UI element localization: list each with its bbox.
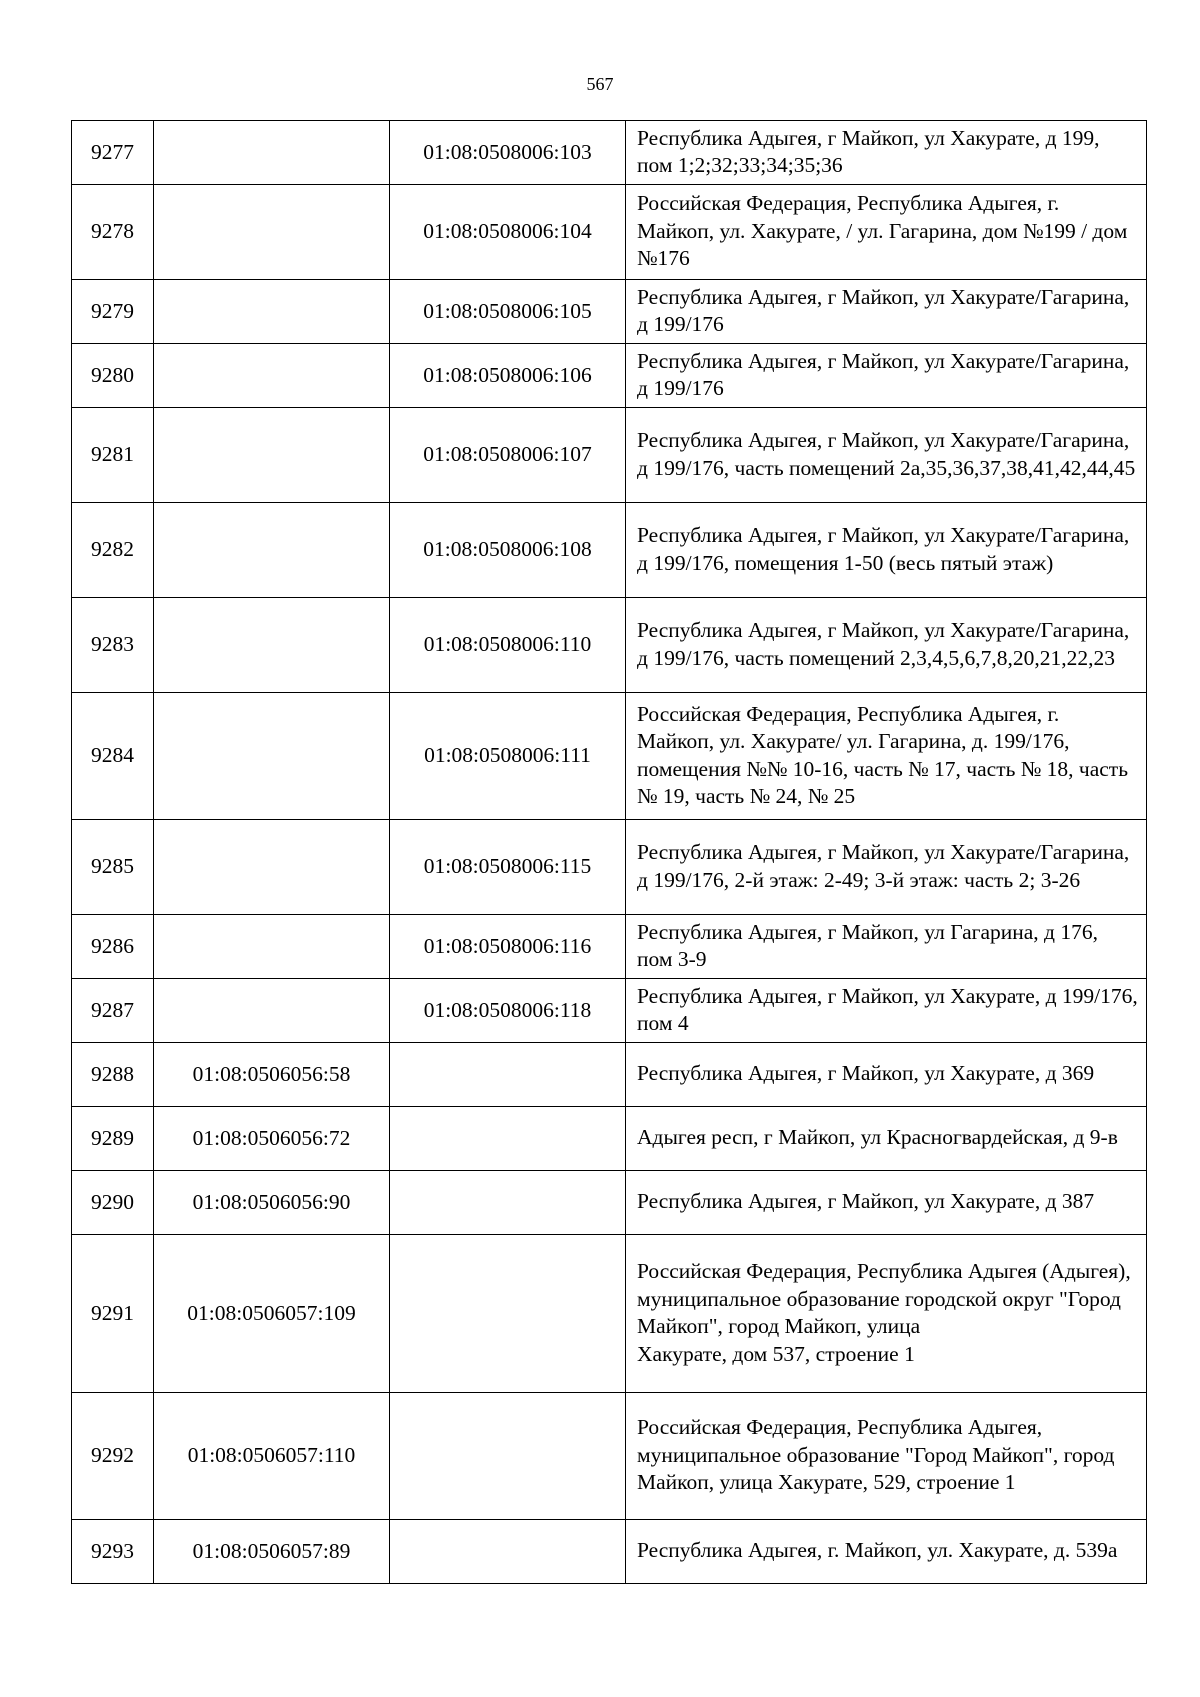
building-cadastral-number: 01:08:0508006:106 <box>390 344 626 408</box>
address: Республика Адыгея, г Майкоп, ул Хакурате/Гагарина, д 199/176 <box>626 344 1147 408</box>
building-cadastral-number <box>390 1171 626 1235</box>
row-number: 9287 <box>72 979 154 1043</box>
building-cadastral-number: 01:08:0508006:111 <box>390 693 626 820</box>
building-cadastral-number <box>390 1043 626 1107</box>
table-row <box>72 1043 1147 1107</box>
table-row <box>72 820 1147 915</box>
address: Республика Адыгея, г Майкоп, ул Гагарина, д 176, пом 3-9 <box>626 915 1147 979</box>
table-row <box>72 1107 1147 1171</box>
row-number: 9277 <box>72 121 154 185</box>
land-cadastral-number: 01:08:0506057:109 <box>154 1235 390 1393</box>
land-cadastral-number: 01:08:0506056:58 <box>154 1043 390 1107</box>
row-number: 9290 <box>72 1171 154 1235</box>
address: Российская Федерация, Республика Адыгея, муниципальное образование "Город Майкоп", город Майкоп, улица Хакурате, 529, строение 1 <box>626 1393 1147 1520</box>
building-cadastral-number: 01:08:0508006:105 <box>390 280 626 344</box>
building-cadastral-number <box>390 1393 626 1520</box>
building-cadastral-number <box>390 1107 626 1171</box>
building-cadastral-number: 01:08:0508006:115 <box>390 820 626 915</box>
row-number: 9289 <box>72 1107 154 1171</box>
row-number: 9278 <box>72 185 154 280</box>
table-row <box>72 408 1147 503</box>
building-cadastral-number: 01:08:0508006:116 <box>390 915 626 979</box>
row-number: 9292 <box>72 1393 154 1520</box>
land-cadastral-number: 01:08:0506057:89 <box>154 1520 390 1584</box>
address: Республика Адыгея, г. Майкоп, ул. Хакурате, д. 539а <box>626 1520 1147 1584</box>
table-row <box>72 915 1147 979</box>
registry-table <box>71 120 1147 1584</box>
table-row <box>72 1393 1147 1520</box>
address: Российская Федерация, Республика Адыгея, г. Майкоп, ул. Хакурате, / ул. Гагарина, дом №199 / дом №176 <box>626 185 1147 280</box>
land-cadastral-number <box>154 693 390 820</box>
row-number: 9283 <box>72 598 154 693</box>
land-cadastral-number <box>154 185 390 280</box>
table-row <box>72 1520 1147 1584</box>
land-cadastral-number <box>154 979 390 1043</box>
building-cadastral-number: 01:08:0508006:103 <box>390 121 626 185</box>
row-number: 9280 <box>72 344 154 408</box>
table-row <box>72 1171 1147 1235</box>
land-cadastral-number: 01:08:0506057:110 <box>154 1393 390 1520</box>
land-cadastral-number <box>154 820 390 915</box>
land-cadastral-number <box>154 344 390 408</box>
land-cadastral-number: 01:08:0506056:90 <box>154 1171 390 1235</box>
land-cadastral-number <box>154 280 390 344</box>
land-cadastral-number: 01:08:0506056:72 <box>154 1107 390 1171</box>
row-number: 9282 <box>72 503 154 598</box>
land-cadastral-number <box>154 598 390 693</box>
address: Республика Адыгея, г Майкоп, ул Хакурате, д 369 <box>626 1043 1147 1107</box>
row-number: 9291 <box>72 1235 154 1393</box>
table-row <box>72 503 1147 598</box>
address: Республика Адыгея, г Майкоп, ул Хакурате/Гагарина, д 199/176, часть помещений 2а,35,36,37,38,41,42,44,45 <box>626 408 1147 503</box>
row-number: 9286 <box>72 915 154 979</box>
row-number: 9279 <box>72 280 154 344</box>
address: Российская Федерация, Республика Адыгея (Адыгея), муниципальное образование городской округ "Город Майкоп", город Майкоп, улица Хакурате, дом 537, строение 1 <box>626 1235 1147 1393</box>
building-cadastral-number <box>390 1235 626 1393</box>
address: Республика Адыгея, г Майкоп, ул Хакурате/Гагарина, д 199/176, помещения 1-50 (весь пятый этаж) <box>626 503 1147 598</box>
address: Республика Адыгея, г Майкоп, ул Хакурате, д 199, пом 1;2;32;33;34;35;36 <box>626 121 1147 185</box>
row-number: 9288 <box>72 1043 154 1107</box>
table-row <box>72 1235 1147 1393</box>
building-cadastral-number <box>390 1520 626 1584</box>
page-number: 567 <box>586 74 614 94</box>
row-number: 9293 <box>72 1520 154 1584</box>
land-cadastral-number <box>154 503 390 598</box>
table-row <box>72 693 1147 820</box>
land-cadastral-number <box>154 915 390 979</box>
table-row <box>72 185 1147 280</box>
building-cadastral-number: 01:08:0508006:104 <box>390 185 626 280</box>
address: Республика Адыгея, г Майкоп, ул Хакурате/Гагарина, д 199/176, часть помещений 2,3,4,5,6,7,8,20,21,22,23 <box>626 598 1147 693</box>
row-number: 9285 <box>72 820 154 915</box>
table-row <box>72 979 1147 1043</box>
building-cadastral-number: 01:08:0508006:110 <box>390 598 626 693</box>
building-cadastral-number: 01:08:0508006:107 <box>390 408 626 503</box>
row-number: 9284 <box>72 693 154 820</box>
table-row <box>72 344 1147 408</box>
table-row <box>72 121 1147 185</box>
land-cadastral-number <box>154 121 390 185</box>
building-cadastral-number: 01:08:0508006:118 <box>390 979 626 1043</box>
address: Республика Адыгея, г Майкоп, ул Хакурате/Гагарина, д 199/176, 2-й этаж: 2-49; 3-й этаж: часть 2; 3-26 <box>626 820 1147 915</box>
address: Республика Адыгея, г Майкоп, ул Хакурате/Гагарина, д 199/176 <box>626 280 1147 344</box>
table-row <box>72 598 1147 693</box>
address: Адыгея респ, г Майкоп, ул Красногвардейская, д 9-в <box>626 1107 1147 1171</box>
address: Республика Адыгея, г Майкоп, ул Хакурате, д 387 <box>626 1171 1147 1235</box>
address: Российская Федерация, Республика Адыгея, г. Майкоп, ул. Хакурате/ ул. Гагарина, д. 199/176, помещения №№ 10-16, часть № 17, часть № 18, часть № 19, часть № 24, № 25 <box>626 693 1147 820</box>
row-number: 9281 <box>72 408 154 503</box>
land-cadastral-number <box>154 408 390 503</box>
address: Республика Адыгея, г Майкоп, ул Хакурате, д 199/176, пом 4 <box>626 979 1147 1043</box>
table-row <box>72 280 1147 344</box>
building-cadastral-number: 01:08:0508006:108 <box>390 503 626 598</box>
